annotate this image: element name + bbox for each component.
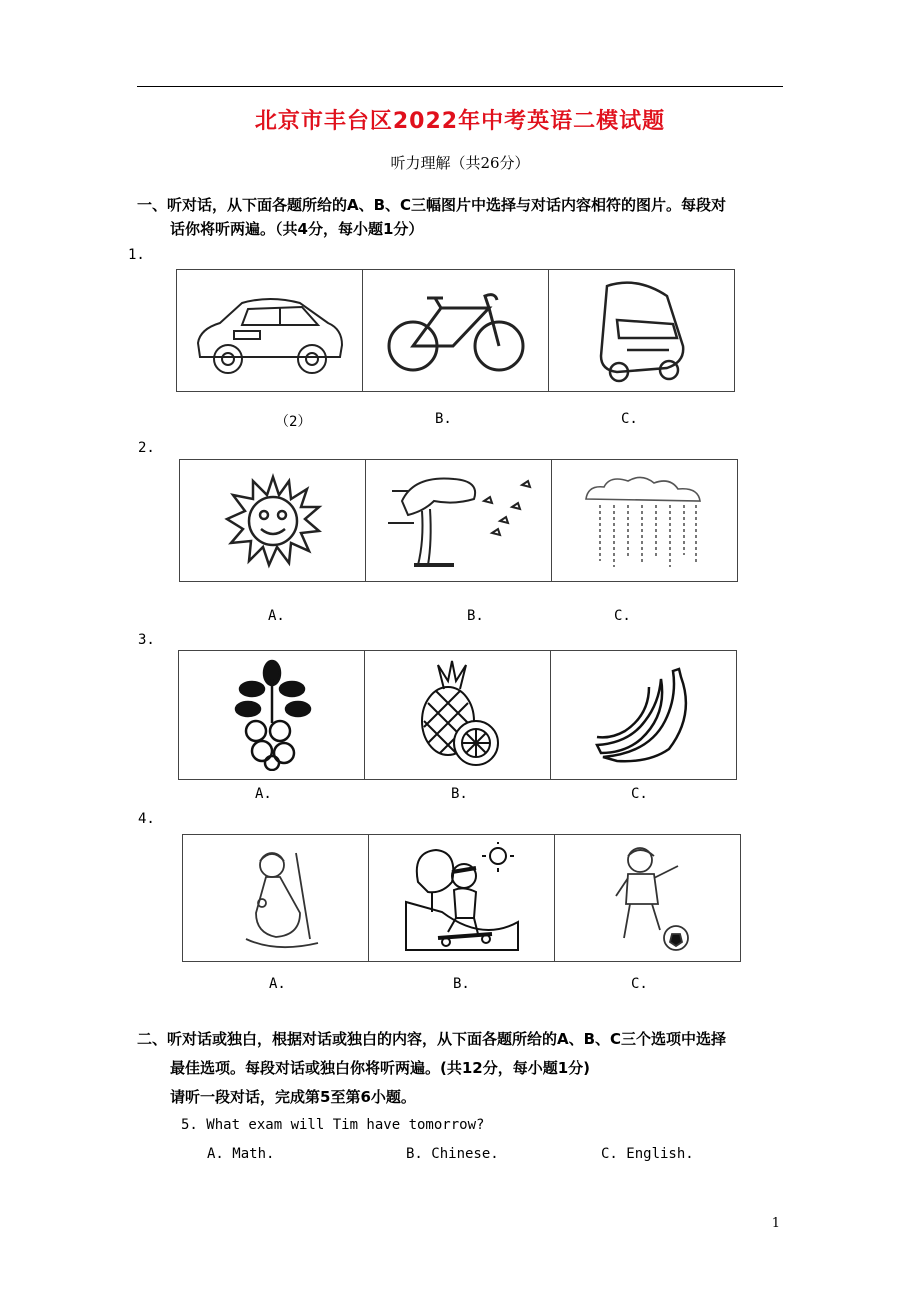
option-label: （2） — [275, 414, 312, 430]
boy-skateboarding-icon — [402, 842, 522, 954]
part2-instruction-line1: 二、听对话或独白，根据对话或独白的内容，从下面各题所给的A、B、C三个选项中选择 — [137, 1030, 727, 1048]
option-label: B. — [453, 976, 470, 992]
option-label: C. — [631, 786, 648, 802]
boy-football-icon — [598, 842, 698, 954]
question-5-option-a[interactable]: A. Math. — [207, 1146, 275, 1162]
option-label: C. — [621, 411, 638, 427]
page-number: 1 — [771, 1216, 780, 1231]
option-label: C. — [614, 608, 631, 624]
option-label: B. — [435, 411, 452, 427]
question-number: 2. — [138, 440, 155, 456]
option-boy-skateboarding[interactable] — [369, 835, 555, 992]
option-boy-football[interactable] — [555, 835, 740, 992]
option-label: C. — [631, 976, 648, 992]
question-3-images — [178, 650, 737, 802]
question-number: 3. — [138, 632, 155, 648]
bananas-icon — [589, 665, 699, 765]
option-berries[interactable] — [179, 651, 365, 802]
question-5-text: 5. What exam will Tim have tomorrow? — [181, 1117, 485, 1133]
option-car[interactable] — [177, 270, 363, 430]
car-icon — [190, 281, 350, 381]
option-rain[interactable] — [552, 460, 737, 624]
question-1-images — [176, 269, 735, 430]
option-bicycle[interactable] — [363, 270, 549, 427]
question-5-option-c[interactable]: C. English. — [601, 1146, 694, 1162]
bus-icon — [587, 276, 697, 386]
question-5-option-b[interactable]: B. Chinese. — [406, 1146, 499, 1162]
windy-tree-icon — [384, 471, 534, 571]
question-2-images — [179, 459, 738, 624]
option-label: A. — [255, 786, 272, 802]
option-pineapple-coconut[interactable] — [365, 651, 551, 802]
option-windy-tree[interactable] — [366, 460, 552, 624]
pineapple-coconut-icon — [408, 659, 508, 771]
option-bananas[interactable] — [551, 651, 736, 802]
question-4-images — [182, 834, 741, 992]
bicycle-icon — [381, 286, 531, 376]
part2-sub-instruction: 请听一段对话，完成第5至第6小题。 — [170, 1088, 416, 1106]
page-title: 北京市丰台区2022年中考英语二模试题 — [254, 109, 666, 134]
berries-icon — [222, 659, 322, 771]
option-bus[interactable] — [549, 270, 734, 427]
sun-icon — [223, 471, 323, 571]
part1-instruction-line1: 一、听对话，从下面各题所给的A、B、C三幅图片中选择与对话内容相符的图片。每段对 — [137, 196, 727, 214]
option-sun[interactable] — [180, 460, 366, 624]
section-subtitle: 听力理解（共26分） — [390, 154, 530, 172]
option-label: B. — [451, 786, 468, 802]
question-number: 1. — [128, 247, 145, 263]
question-number: 4. — [138, 811, 155, 827]
part1-instruction-line2: 话你将听两遍。（共4分，每小题1分） — [170, 220, 424, 238]
part2-instruction-line2: 最佳选项。每段对话或独白你将听两遍。(共12分，每小题1分) — [170, 1059, 591, 1077]
option-girl-skating[interactable] — [183, 835, 369, 992]
top-rule — [137, 86, 783, 87]
rain-cloud-icon — [580, 471, 710, 571]
option-label: B. — [467, 608, 484, 624]
option-label: A. — [269, 976, 286, 992]
girl-skating-icon — [226, 843, 326, 953]
option-label: A. — [268, 608, 285, 624]
